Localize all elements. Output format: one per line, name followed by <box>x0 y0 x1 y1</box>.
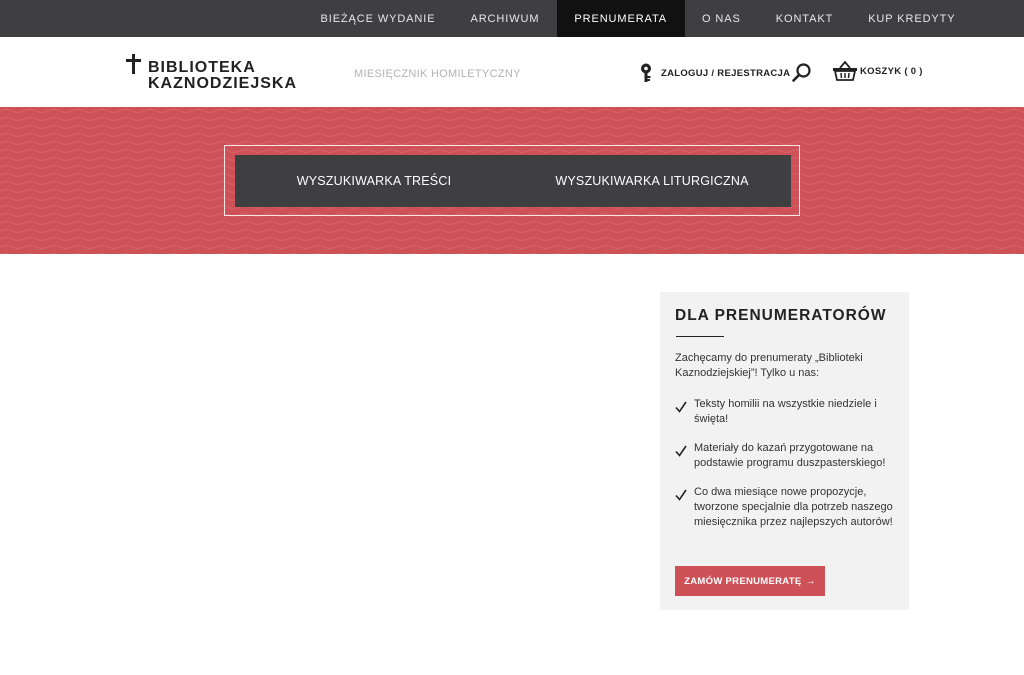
cross-icon <box>126 54 142 74</box>
tab-content-search[interactable]: WYSZUKIWARKA TREŚCI <box>296 174 452 188</box>
benefit-text: Teksty homilii na wszystkie niedziele i święta! <box>694 398 877 425</box>
nav-item-buy-credits[interactable]: KUP KREDYTY <box>868 12 956 25</box>
logo-line-1: BIBLIOTEKA <box>148 59 256 76</box>
card-intro: Zachęcamy do prenumeraty „Biblioteki Kaznodziejskiej”! Tylko u nas: <box>675 352 863 379</box>
nav-item-contact[interactable]: KONTAKT <box>775 12 834 25</box>
title-divider <box>676 336 724 337</box>
top-nav-list <box>303 0 973 37</box>
login-register-link[interactable] <box>637 63 790 83</box>
benefit-item <box>675 485 900 530</box>
arrow-right-icon: → <box>805 575 816 587</box>
basket-icon <box>832 60 858 82</box>
benefit-text: Co dwa miesiące nowe propozycje, tworzone specjalnie dla potrzeb naszego miesięcznika przez najlepszych autorów! <box>694 486 893 528</box>
nav-item-about[interactable]: O NAS <box>702 12 741 25</box>
card-title: DLA PRENUMERATORÓW <box>675 307 887 324</box>
check-icon <box>675 401 687 413</box>
search-icon <box>791 62 813 84</box>
site-logo[interactable] <box>126 54 311 94</box>
search-tabs-bar <box>235 155 791 207</box>
site-header <box>0 37 1024 107</box>
logo-line-2: KAZNODZIEJSKA <box>148 75 298 92</box>
cta-label: ZAMÓW PRENUMERATĘ <box>684 575 802 587</box>
login-label: ZALOGUJ / REJESTRACJA <box>661 67 791 79</box>
site-tagline: MIESIĘCZNIK HOMILETYCZNY <box>354 68 521 80</box>
benefits-list <box>675 397 900 544</box>
nav-item-subscription[interactable]: PRENUMERATA <box>557 0 685 37</box>
check-icon <box>675 489 687 501</box>
check-icon <box>675 445 687 457</box>
order-subscription-button[interactable] <box>675 566 825 596</box>
key-icon <box>637 63 655 83</box>
search-button[interactable] <box>791 62 813 84</box>
nav-item-current-issue[interactable]: BIEŻĄCE WYDANIE <box>320 12 436 25</box>
benefit-item <box>675 441 900 471</box>
search-tabs-frame <box>224 145 800 216</box>
benefit-item <box>675 397 900 427</box>
benefit-text: Materiały do kazań przygotowane na podstawie programu duszpasterskiego! <box>694 442 886 469</box>
top-navigation <box>0 0 1024 37</box>
cart-label: KOSZYK ( 0 ) <box>860 65 923 77</box>
nav-item-archive[interactable]: ARCHIWUM <box>470 12 540 25</box>
cart-link[interactable] <box>832 60 923 82</box>
search-hero <box>0 107 1024 254</box>
subscribers-card <box>660 292 909 610</box>
tab-liturgical-search[interactable]: WYSZUKIWARKA LITURGICZNA <box>555 174 749 188</box>
